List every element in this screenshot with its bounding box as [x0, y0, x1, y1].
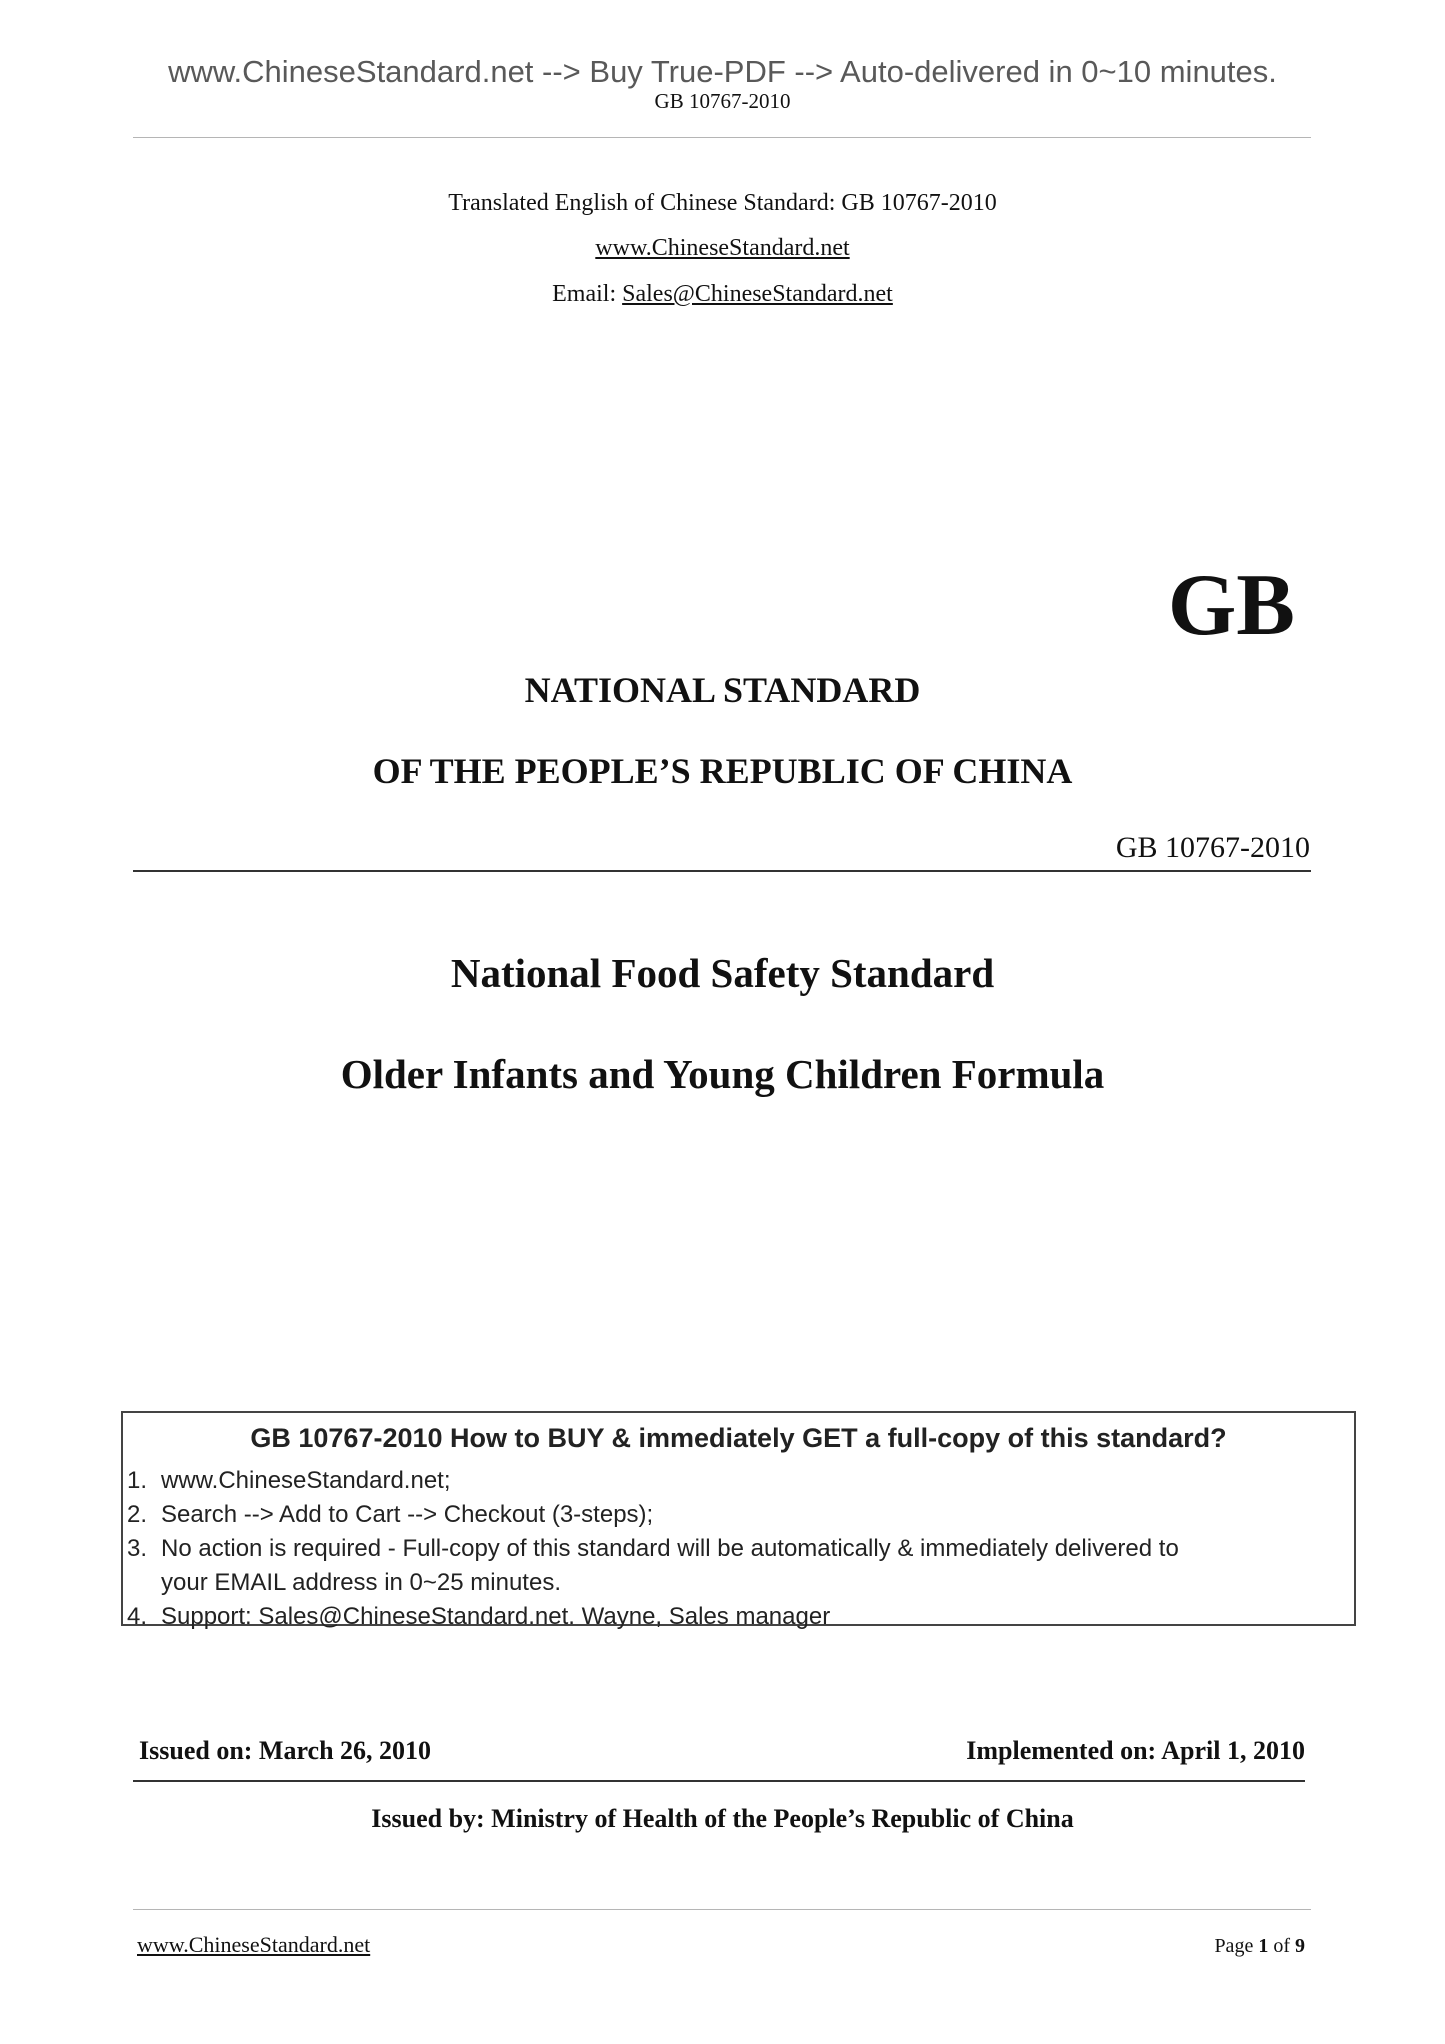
page-prefix: Page	[1214, 1935, 1259, 1957]
email-label: Email:	[552, 281, 623, 307]
translated-line: Translated English of Chinese Standard: GB 10767-2010	[448, 190, 997, 216]
document-title-line2: Older Infants and Young Children Formula	[340, 1051, 1105, 1097]
running-header: GB 10767-2010	[654, 89, 791, 113]
standard-number: GB 10767-2010	[1115, 831, 1310, 864]
list-item-continuation	[127, 1566, 1179, 1600]
list-item-text-continued: your EMAIL address in 0~25 minutes.	[161, 1569, 561, 1596]
page-current: 1	[1258, 1935, 1269, 1957]
list-item-number: 4.	[127, 1603, 148, 1630]
footer-website-link[interactable]: www.ChineseStandard.net	[137, 1932, 371, 1957]
issued-on-date: Issued on: March 26, 2010	[139, 1736, 432, 1765]
header-divider	[133, 137, 1311, 138]
buy-info-box	[121, 1411, 1356, 1630]
buy-steps-list	[127, 1464, 1179, 1634]
email-line	[0, 282, 1445, 306]
page-of: of	[1268, 1935, 1295, 1957]
list-item	[127, 1464, 1179, 1498]
website-link[interactable]: www.ChineseStandard.net	[595, 235, 850, 261]
list-item	[127, 1600, 1179, 1634]
list-item-number: 1.	[127, 1467, 148, 1494]
list-item	[127, 1498, 1179, 1532]
list-item-number: 2.	[127, 1501, 148, 1528]
email-link[interactable]: Sales@ChineseStandard.net	[622, 281, 893, 307]
buy-box-title: GB 10767-2010 How to BUY & immediately GET a full-copy of this standard?	[250, 1423, 1227, 1453]
issue-divider	[133, 1780, 1305, 1782]
list-item	[127, 1532, 1179, 1566]
standard-number-divider	[133, 870, 1311, 872]
list-item-text: No action is required - Full-copy of this standard will be automatically & immediately delivered to	[161, 1535, 1179, 1562]
national-standard-title-line2: OF THE PEOPLE’S REPUBLIC OF CHINA	[372, 751, 1073, 791]
top-banner: www.ChineseStandard.net --> Buy True-PDF --> Auto-delivered in 0~10 minutes.	[168, 54, 1277, 89]
list-item-text: www.ChineseStandard.net;	[161, 1467, 451, 1494]
website-link-line	[0, 236, 1445, 260]
footer-divider	[133, 1909, 1311, 1910]
list-item-text: Support: Sales@ChineseStandard.net. Wayne, Sales manager	[161, 1603, 831, 1630]
list-item-text: Search --> Add to Cart --> Checkout (3-steps);	[161, 1501, 654, 1528]
national-standard-title-line1: NATIONAL STANDARD	[524, 670, 921, 710]
page-indicator	[1214, 1936, 1305, 1956]
implemented-on-date: Implemented on: April 1, 2010	[966, 1736, 1305, 1765]
document-title-line1: National Food Safety Standard	[450, 950, 995, 996]
list-item-number: 3.	[127, 1535, 148, 1562]
page-total: 9	[1295, 1935, 1305, 1957]
issued-by: Issued by: Ministry of Health of the People’s Republic of China	[371, 1804, 1074, 1833]
gb-mark: GB	[1167, 557, 1295, 654]
